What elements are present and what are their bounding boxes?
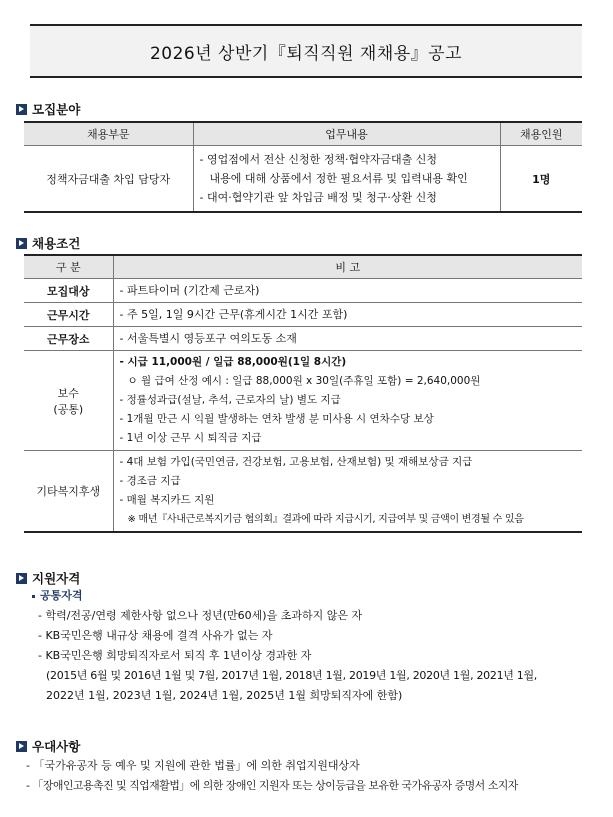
- row-line: - 주 5일, 1일 9시간 근무(휴게시간 1시간 포함): [119, 308, 348, 321]
- row-label: [24, 351, 113, 451]
- row-line: - 정률성과급(설날, 추석, 근로자의 날) 별도 지급: [119, 394, 341, 406]
- duty-line: - 영업점에서 전산 신청한 정책·협약자금대출 신청: [199, 153, 437, 166]
- duty-line: - 대여·협약기관 앞 차입금 배정 및 청구·상환 신청: [199, 191, 437, 204]
- table-header-cell: 업무내용: [193, 122, 500, 146]
- row-line: - 시급 11,000원 / 일급 88,000원(1일 8시간): [119, 356, 347, 368]
- section-heading-qualification: [16, 569, 80, 587]
- table-row: [24, 146, 582, 213]
- row-label-line: 보수: [57, 386, 79, 400]
- row-line: - 4대 보험 가입(국민연금, 건강보험, 고용보험, 산재보험) 및 재해보상금 지급: [119, 456, 473, 468]
- table-row: [24, 351, 582, 451]
- page-title: [30, 24, 582, 78]
- row-line: - 1개월 만근 시 익월 발생하는 연차 발생 분 미사용 시 연차수당 보상: [119, 413, 434, 425]
- table-header-cell: 채용인원: [500, 122, 582, 146]
- row-content: [113, 327, 582, 351]
- section-bullet-icon: [16, 741, 27, 752]
- section-bullet-icon: [16, 573, 27, 584]
- row-line: ※ 매년『사내근로복지기금 협의회』결과에 따라 지급시기, 지급여부 및 금액이 변경될 수 있음: [127, 514, 524, 525]
- qualification-line: - KB국민은행 내규상 채용에 결격 사유가 없는 자: [38, 629, 273, 642]
- row-label: 근무시간: [24, 303, 113, 327]
- table-row: [24, 327, 582, 351]
- recruit-count: 1명: [500, 146, 582, 213]
- row-line: - 1년 이상 근무 시 퇴직금 지급: [119, 432, 262, 444]
- row-line: - 매월 복지카드 지원: [119, 494, 215, 506]
- row-content: [113, 279, 582, 303]
- page-title-text: 2026년 상반기『퇴직직원 재채용』공고: [149, 43, 463, 64]
- table-row: [24, 279, 582, 303]
- table-header-cell: 비 고: [113, 255, 582, 279]
- recruit-dept: 정책자금대출 차입 담당자: [24, 146, 193, 213]
- table-row: [24, 303, 582, 327]
- row-line: - 파트타이머 (기간제 근로자): [119, 284, 260, 297]
- row-label-line: (공통): [53, 402, 84, 416]
- row-label: 모집대상: [24, 279, 113, 303]
- row-line: - 경조금 지급: [119, 475, 181, 487]
- conditions-table: [24, 254, 582, 533]
- row-line: - 서울특별시 영등포구 여의도동 소재: [119, 332, 297, 345]
- section-heading-text: 채용조건: [32, 236, 81, 251]
- sub-bullet-icon: [32, 595, 35, 598]
- section-heading-text: 모집분야: [32, 102, 81, 117]
- row-content: [113, 451, 582, 533]
- qualification-line: 2022년 1월, 2023년 1월, 2024년 1월, 2025년 1월 희망퇴직자에 한함): [46, 689, 403, 702]
- section-heading-text: 우대사항: [32, 739, 81, 754]
- qualification-line: (2015년 6월 및 2016년 1월 및 7월, 2017년 1월, 2018년 1월, 2019년 1월, 2020년 1월, 2021년 1월,: [46, 669, 538, 682]
- preference-block: [26, 756, 518, 796]
- section-bullet-icon: [16, 104, 27, 115]
- qualification-line: - 학력/전공/연령 제한사항 없으나 정년(만60세)을 초과하지 않은 자: [38, 609, 363, 622]
- row-content: [113, 303, 582, 327]
- row-content: [113, 351, 582, 451]
- table-header-row: [24, 122, 582, 146]
- recruit-table: [24, 121, 582, 213]
- row-label: 근무장소: [24, 327, 113, 351]
- section-bullet-icon: [16, 238, 27, 249]
- table-header-cell: 구 분: [24, 255, 113, 279]
- table-header-row: [24, 255, 582, 279]
- row-line: ㅇ 월 급여 산정 예시 : 일급 88,000원 x 30일(주휴일 포함) = 2,640,000원: [127, 375, 481, 387]
- recruit-duties: [193, 146, 500, 213]
- table-row: [24, 451, 582, 533]
- duty-line: 내용에 대해 상품에서 정한 필요서류 및 입력내용 확인: [209, 172, 468, 185]
- section-heading-recruit: [16, 100, 80, 118]
- section-heading-conditions: [16, 234, 80, 252]
- qualification-line: - KB국민은행 희망퇴직자로서 퇴직 후 1년이상 경과한 자: [38, 649, 312, 662]
- row-label: 기타복지후생: [24, 451, 113, 533]
- qualification-block: [32, 586, 537, 706]
- section-heading-preference: [16, 737, 80, 755]
- qualification-subheading-text: 공통자격: [40, 589, 83, 602]
- qualification-subheading: [32, 586, 537, 606]
- table-header-cell: 채용부문: [24, 122, 193, 146]
- section-heading-text: 지원자격: [32, 571, 81, 586]
- preference-line: - 「장애인고용촉진 및 직업재활법」에 의한 장애인 지원자 또는 상이등급을 보유한 국가유공자 증명서 소지자: [26, 779, 518, 792]
- preference-line: - 「국가유공자 등 예우 및 지원에 관한 법률」에 의한 취업지원대상자: [26, 759, 360, 772]
